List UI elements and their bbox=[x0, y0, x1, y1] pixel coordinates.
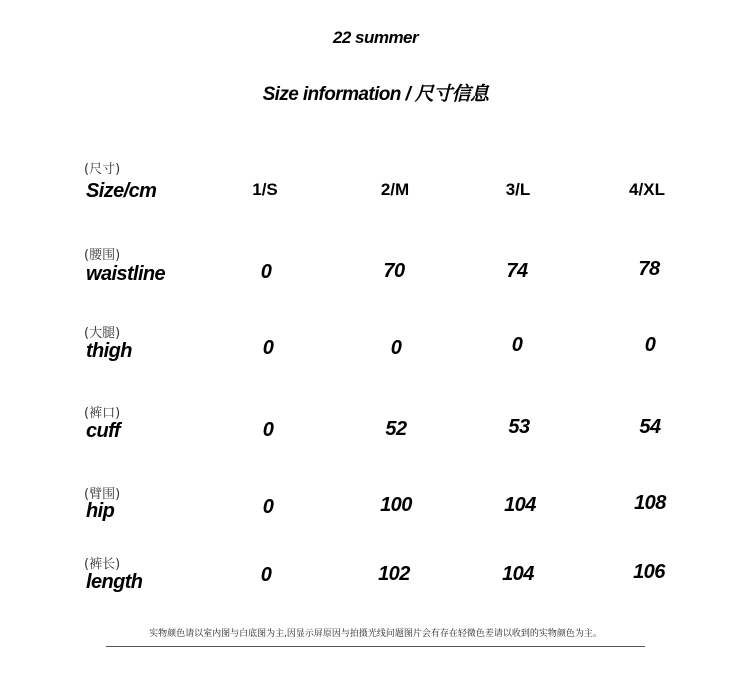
cell-thigh-s: 0 bbox=[262, 337, 274, 359]
row-label-thigh: thigh bbox=[86, 340, 132, 362]
cell-thigh-xl: 0 bbox=[644, 334, 656, 356]
cell-length-s: 0 bbox=[260, 564, 272, 586]
cell-thigh-l: 0 bbox=[511, 334, 523, 356]
row-label-waistline: waistline bbox=[86, 263, 166, 285]
row-label-cn-hip: (臂围) bbox=[84, 487, 121, 502]
cell-hip-l: 104 bbox=[504, 494, 536, 516]
cell-hip-xl: 108 bbox=[634, 492, 666, 514]
cell-hip-s: 0 bbox=[262, 496, 274, 518]
cell-length-l: 104 bbox=[502, 563, 534, 585]
season-label: 22 summer bbox=[332, 28, 419, 47]
row-label-cn-thigh: (大腿) bbox=[84, 326, 121, 341]
row-label-cuff: cuff bbox=[86, 420, 120, 442]
size-header-s: 1/S bbox=[252, 180, 278, 199]
size-label-en: Size/cm bbox=[86, 180, 157, 202]
row-label-hip: hip bbox=[86, 500, 115, 522]
cell-waistline-s: 0 bbox=[260, 261, 272, 283]
row-label-length: length bbox=[86, 571, 143, 593]
cell-length-m: 102 bbox=[378, 563, 410, 585]
cell-waistline-xl: 78 bbox=[638, 258, 660, 280]
cell-cuff-l: 53 bbox=[508, 416, 530, 438]
size-header-l: 3/L bbox=[505, 180, 531, 199]
cell-waistline-l: 74 bbox=[506, 260, 528, 282]
row-label-cn-length: (裤长) bbox=[84, 557, 121, 572]
cell-cuff-xl: 54 bbox=[639, 416, 661, 438]
cell-cuff-s: 0 bbox=[262, 419, 274, 441]
row-label-cn-cuff: (裤口) bbox=[84, 406, 121, 421]
size-header-m: 2/M bbox=[380, 180, 410, 199]
page-title: Size information / 尺寸信息 bbox=[262, 84, 489, 105]
cell-hip-m: 100 bbox=[380, 494, 412, 516]
size-label-cn: (尺寸) bbox=[84, 162, 121, 177]
footer-divider bbox=[106, 646, 645, 647]
size-header-xl: 4/XL bbox=[629, 180, 665, 199]
cell-length-xl: 106 bbox=[633, 561, 665, 583]
color-disclaimer-note: 实物颜色请以室内图与白底图为主,因显示屏原因与拍摄光线问题图片会有存在轻微色差请以收到的实物颜色为主。 bbox=[149, 629, 602, 639]
cell-cuff-m: 52 bbox=[385, 418, 407, 440]
cell-waistline-m: 70 bbox=[383, 260, 405, 282]
row-label-cn-waistline: (腰围) bbox=[84, 248, 121, 263]
cell-thigh-m: 0 bbox=[390, 337, 402, 359]
